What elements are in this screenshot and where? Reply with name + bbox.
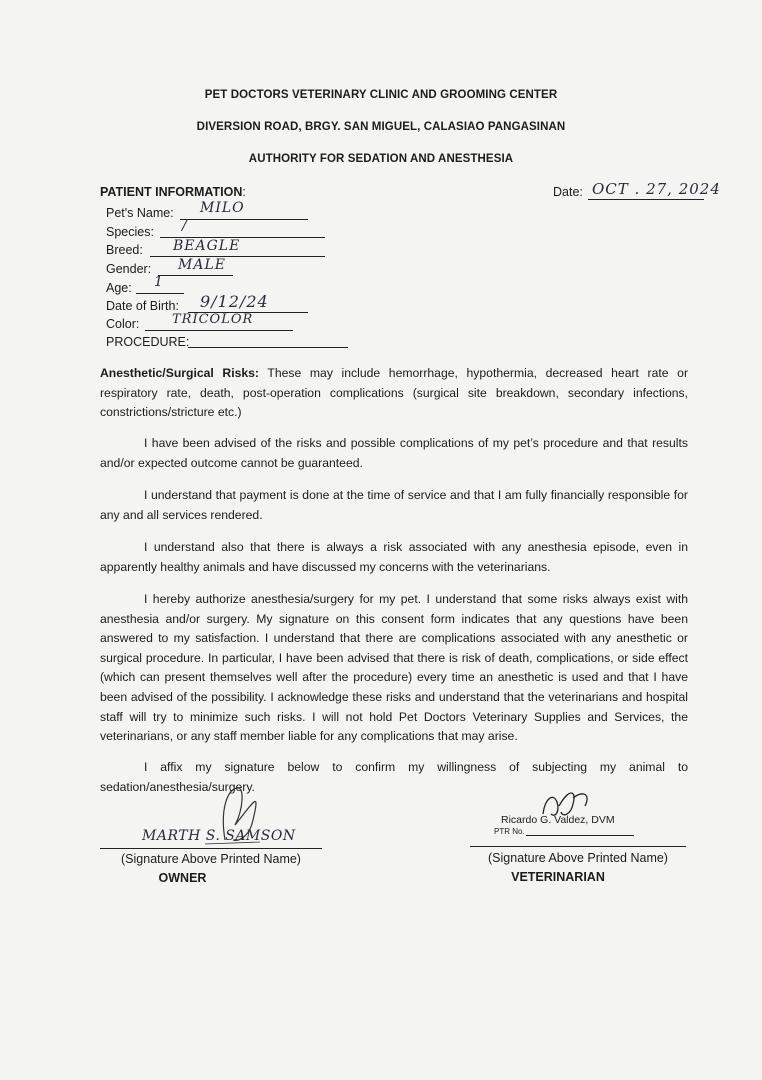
paragraph-payment: I understand that payment is done at the time of service and that I am fully financially responsible for any and all services rendered. (100, 488, 688, 522)
field-value-color: TRICOLOR (172, 312, 254, 327)
field-value-breed: BEAGLE (173, 238, 241, 254)
date-label: Date: (553, 185, 583, 199)
paragraph-advised: I have been advised of the risks and possible complications of my pet’s procedure and that results and/or expected outcome cannot be guaranteed. (100, 436, 688, 470)
owner-printed-name: MARTH S. SAMSON (142, 828, 296, 844)
paragraph-authorization: I hereby authorize anesthesia/surgery for my pet. I understand that some risks always exist with anesthesia and/or surgery. My signature on this consent form indicates that any questions have been answered to my satisfaction. I understand that there are complications associated with any anesthetic or surgical procedure. In particular, I have been advised that there is risk of death, complications, or side effect (which can present themselves well after the procedure) every time an anesthetic is used and that I have been advised of the possibility. I acknowledge these risks and understand that the veterinarians and hospital staff will try to minimize such risks. I will not hold Pet Doctors Veterinary Supplies and Services, the veterinarians, or any staff member liable for any complications that may arise. (100, 592, 688, 744)
clinic-name: PET DOCTORS VETERINARY CLINIC AND GROOMING CENTER (204, 89, 558, 101)
date-line (588, 199, 704, 200)
ptr-line (526, 835, 634, 836)
vet-role: VETERINARIAN (511, 870, 605, 884)
owner-signature-line (100, 848, 322, 849)
patient-info-title: PATIENT INFORMATION: (100, 185, 246, 199)
field-line (145, 330, 293, 331)
field-value-age: 1 (154, 274, 164, 290)
risks-paragraph: Anesthetic/Surgical Risks: These may include hemorrhage, hypothermia, decreased heart rate or respiratory rate, death, post-operation complications (surgical site breakdown, secondary infections, constrictions/stricture etc.) (100, 366, 689, 420)
field-line (180, 219, 308, 220)
field-value-dob: 9/12/24 (200, 292, 269, 311)
vet-signature-line (470, 846, 686, 847)
field-label-procedure: PROCEDURE: (106, 335, 190, 349)
form-title: AUTHORITY FOR SEDATION AND ANESTHESIA (248, 153, 514, 165)
field-label-color: Color: (106, 317, 140, 331)
field-line (136, 293, 184, 294)
owner-caption: (Signature Above Printed Name) (121, 852, 301, 866)
paragraph-risk-anesthesia: I understand also that there is always a risk associated with any anesthesia episode, even in apparently healthy animals and have discussed my concerns with the veterinarians. (100, 540, 688, 574)
field-label-species: Species: (106, 225, 154, 239)
field-value-pet-name: MILO (200, 200, 245, 216)
vet-caption: (Signature Above Printed Name) (488, 851, 668, 865)
field-line (188, 347, 348, 348)
vet-signature-scribble (533, 784, 613, 834)
field-line (150, 256, 325, 257)
field-label-age: Age: (106, 281, 132, 295)
field-label-pet-name: Pet's Name: (106, 206, 174, 220)
date-value: OCT . 27, 2024 (592, 180, 721, 198)
paragraph-affix-signature: I affix my signature below to confirm my willingness of subjecting my animal to sedation/anesthesia/surgery. (100, 760, 688, 794)
field-label-dob: Date of Birth: (106, 299, 179, 313)
field-label-breed: Breed: (106, 243, 143, 257)
field-value-gender: MALE (178, 257, 226, 273)
clinic-address: DIVERSION ROAD, BRGY. SAN MIGUEL, CALASIAO PANGASINAN (196, 121, 566, 133)
field-line (158, 275, 233, 276)
ptr-label: PTR No. (494, 827, 525, 836)
field-label-gender: Gender: (106, 262, 152, 276)
owner-role: OWNER (158, 871, 207, 885)
field-value-species: / (182, 218, 188, 234)
vet-printed-name: Ricardo G. Valdez, DVM (501, 814, 615, 826)
